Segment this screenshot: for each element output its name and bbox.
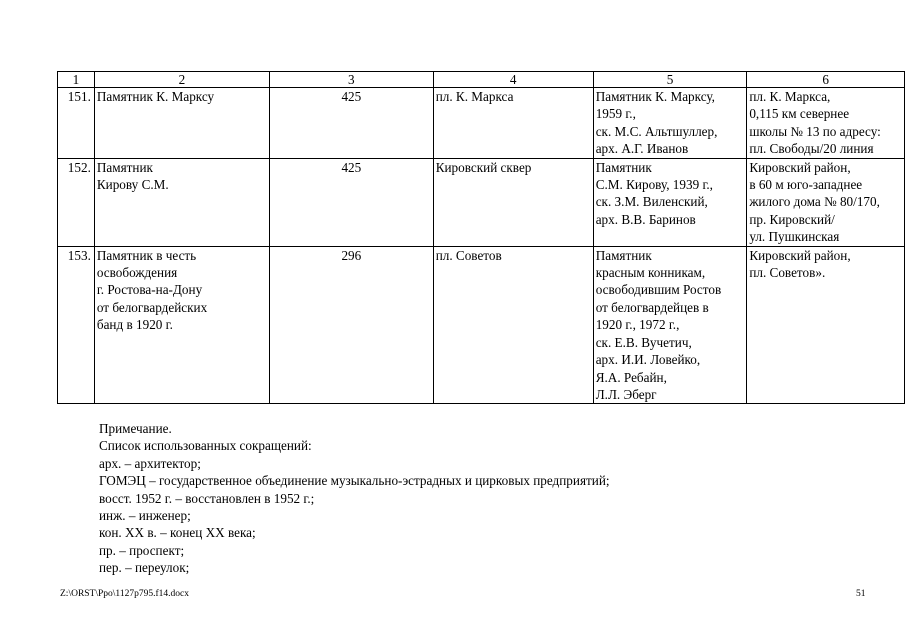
monument-name-line: Памятник <box>96 159 153 175</box>
monument-name-line: от белогвардейских <box>96 299 208 315</box>
monument-description-line: арх. А.Г. Иванов <box>595 141 689 157</box>
monument-name <box>94 246 269 404</box>
monument-address-line: 0,115 км севернее <box>749 106 850 122</box>
monument-location-line: пл. Советов <box>435 247 502 263</box>
header-cell: 4 <box>433 72 593 88</box>
monument-description-line: арх. В.В. Баринов <box>595 211 696 227</box>
abbreviation-item: кон. XX в. – конец XX века; <box>99 525 256 541</box>
monument-location-line: пл. К. Маркса <box>435 89 514 104</box>
monument-description <box>593 246 747 404</box>
monuments-table <box>57 71 905 404</box>
page-number: 51 <box>856 589 866 599</box>
monument-address-line: Кировский район, <box>749 159 851 175</box>
monument-name <box>94 158 269 246</box>
header-cell: 1 <box>58 72 95 88</box>
file-path: Z:\ORST\Ppo\1127p795.f14.docx <box>60 589 189 599</box>
monument-name-line: банд в 1920 г. <box>96 317 173 333</box>
monument-name-line: Памятник К. Марксу <box>96 89 215 104</box>
note-subtitle: Список использованных сокращений: <box>99 438 312 454</box>
monument-address-line: пл. Свободы/20 линия <box>749 141 874 157</box>
monument-description-line: 1920 г., 1972 г., <box>595 317 680 333</box>
monument-address <box>747 158 905 246</box>
abbreviation-item: восст. 1952 г. – восстановлен в 1952 г.; <box>99 490 315 506</box>
monument-location <box>433 246 593 404</box>
monument-location <box>433 158 593 246</box>
monument-description-line: Памятник К. Марксу, <box>595 89 715 104</box>
monument-name-line: освобождения <box>96 265 178 281</box>
header-row <box>58 72 905 88</box>
monument-location <box>433 88 593 159</box>
monument-code: 425 <box>269 158 433 246</box>
abbreviation-item: пр. – проспект; <box>99 542 185 558</box>
monument-description-line: С.М. Кирову, 1939 г., <box>595 177 713 193</box>
monument-description-line: Я.А. Ребайн, <box>595 369 667 385</box>
abbreviation-item: инж. – инженер; <box>99 508 191 524</box>
note-title: Примечание. <box>99 421 172 436</box>
monument-description-line: ск. М.С. Альтшуллер, <box>595 123 718 139</box>
row-number: 151. <box>58 88 95 159</box>
monument-name-line: г. Ростова-на-Дону <box>96 282 203 298</box>
monument-description-line: Памятник <box>595 159 652 175</box>
monument-address <box>747 246 905 404</box>
monument-name <box>94 88 269 159</box>
monument-description-line: Памятник <box>595 247 652 263</box>
header-cell: 5 <box>593 72 747 88</box>
monument-address <box>747 88 905 159</box>
table-row <box>58 158 905 246</box>
row-number: 153. <box>58 246 95 404</box>
monument-address-line: в 60 м юго-западнее <box>749 177 863 193</box>
monument-description <box>593 88 747 159</box>
monument-address-line: ул. Пушкинская <box>749 229 840 245</box>
header-cell: 3 <box>269 72 433 88</box>
monument-description-line: от белогвардейцев в <box>595 299 709 315</box>
abbreviation-list <box>99 455 610 577</box>
monument-description-line: освободившим Ростов <box>595 282 722 298</box>
abbreviation-item: пер. – переулок; <box>99 560 190 576</box>
abbreviation-item: арх. – архитектор; <box>99 455 201 471</box>
monument-description <box>593 158 747 246</box>
table-row <box>58 246 905 404</box>
abbreviations-note <box>99 420 610 577</box>
header-cell: 6 <box>747 72 905 88</box>
monument-description-line: ск. З.М. Виленский, <box>595 194 708 210</box>
monument-description-line: арх. И.И. Ловейко, <box>595 352 701 368</box>
monument-address-line: школы № 13 по адресу: <box>749 123 881 139</box>
monument-code: 425 <box>269 88 433 159</box>
monument-description-line: ск. Е.В. Вучетич, <box>595 334 692 350</box>
monument-location-line: Кировский сквер <box>435 159 532 175</box>
monument-address-line: Кировский район, <box>749 247 851 263</box>
monument-address-line: жилого дома № 80/170, <box>749 194 880 210</box>
monument-name-line: Кирову С.М. <box>96 177 169 193</box>
monument-address-line: пл. К. Маркса, <box>749 89 831 104</box>
monument-description-line: красным конникам, <box>595 265 706 281</box>
monument-description-line: Л.Л. Эберг <box>595 386 657 402</box>
table-row <box>58 88 905 159</box>
monument-address-line: пр. Кировский/ <box>749 211 835 227</box>
monument-address-line: пл. Советов». <box>749 265 826 281</box>
row-number: 152. <box>58 158 95 246</box>
monument-code: 296 <box>269 246 433 404</box>
abbreviation-item: ГОМЭЦ – государственное объединение музыкально-эстрадных и цирковых предприятий; <box>99 473 610 489</box>
header-cell: 2 <box>94 72 269 88</box>
monument-name-line: Памятник в честь <box>96 247 197 263</box>
monument-description-line: 1959 г., <box>595 106 636 122</box>
